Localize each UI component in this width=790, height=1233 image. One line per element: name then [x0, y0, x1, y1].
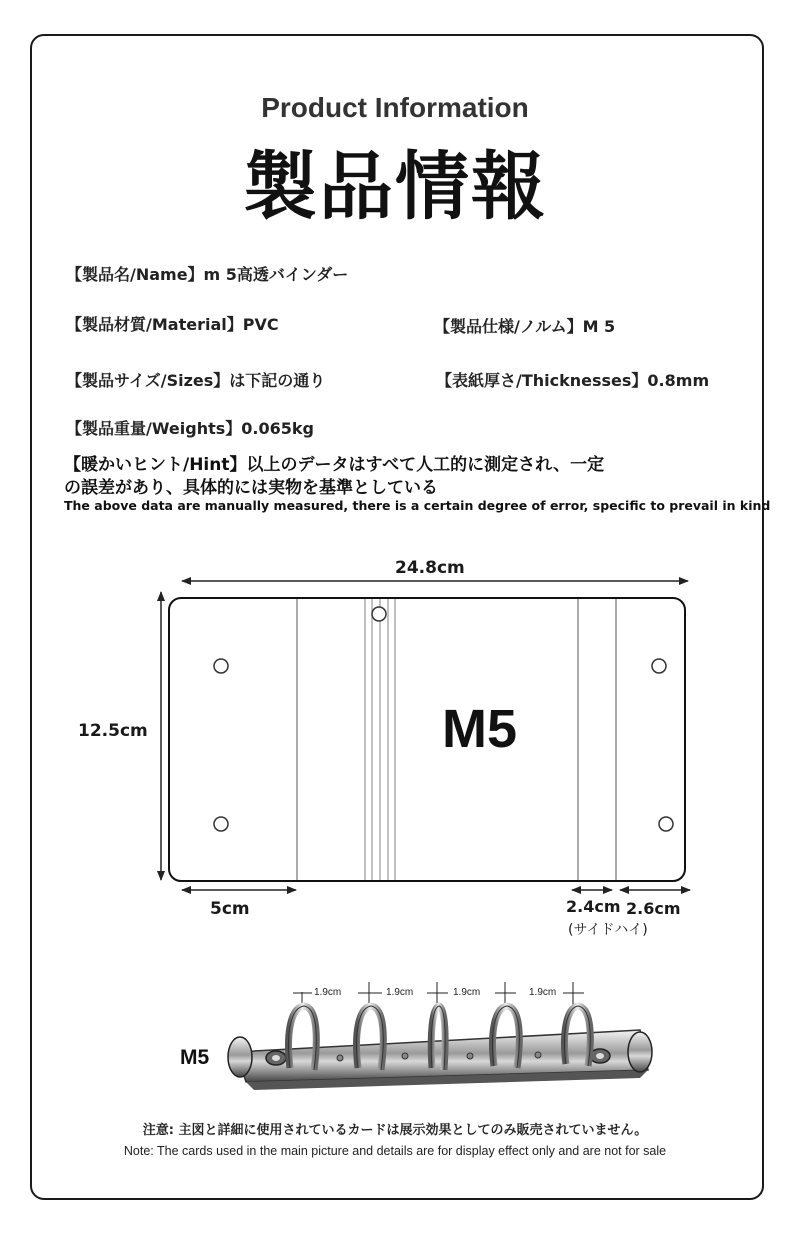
spine-note: (サイドハイ) — [568, 922, 648, 938]
spec-sizes: 【製品サイズ/Sizes】は下記の通り — [66, 371, 326, 390]
hint-line-2: の誤差があり、具体的には実物を基準としている — [64, 478, 438, 498]
footer-note-english: Note: The cards used in the main picture and details are for display effect only and are not for sale — [123, 1144, 667, 1158]
ring-mechanism — [228, 982, 652, 1090]
hint-line-1: 【暖かいヒント/Hint】以上のデータはすべて人工的に測定され、一定 — [64, 455, 605, 475]
ring-model-label: M5 — [180, 1046, 210, 1069]
width-label: 24.8cm — [395, 558, 465, 578]
snap-hole — [214, 659, 228, 673]
binder-outline — [169, 598, 685, 881]
left-panel-label: 5cm — [210, 899, 250, 919]
spec-norm: 【製品仕様/ノルム】M 5 — [434, 317, 616, 336]
title-english: Product Information — [261, 92, 529, 123]
spec-weight: 【製品重量/Weights】0.065kg — [66, 419, 314, 438]
ring-spacing-3: 1.9cm — [453, 987, 481, 998]
spec-thickness: 【表紙厚さ/Thicknesses】0.8mm — [436, 371, 710, 390]
ring-spacing-1: 1.9cm — [314, 987, 342, 998]
spec-material: 【製品材質/Material】PVC — [66, 315, 279, 334]
model-label: M5 — [442, 699, 518, 759]
right-panel-label: 2.6cm — [626, 899, 681, 918]
snap-hole — [214, 817, 228, 831]
snap-hole — [652, 659, 666, 673]
title-japanese: 製品情報 — [243, 144, 547, 230]
height-label: 12.5cm — [78, 721, 148, 741]
snap-hole — [659, 817, 673, 831]
ring-spacing-4: 1.9cm — [529, 987, 557, 998]
ring-spacing-2: 1.9cm — [386, 987, 414, 998]
footer-note-japanese: 注意: 主図と詳細に使用されているカードは展示効果としてのみ販売されていません。 — [142, 1123, 648, 1138]
hint-english: The above data are manually measured, there is a certain degree of error, specific to prevail in kind — [64, 498, 771, 513]
snap-hole — [372, 607, 386, 621]
spine-label: 2.4cm — [566, 897, 621, 916]
spec-name: 【製品名/Name】m 5高透バインダー — [66, 265, 349, 284]
